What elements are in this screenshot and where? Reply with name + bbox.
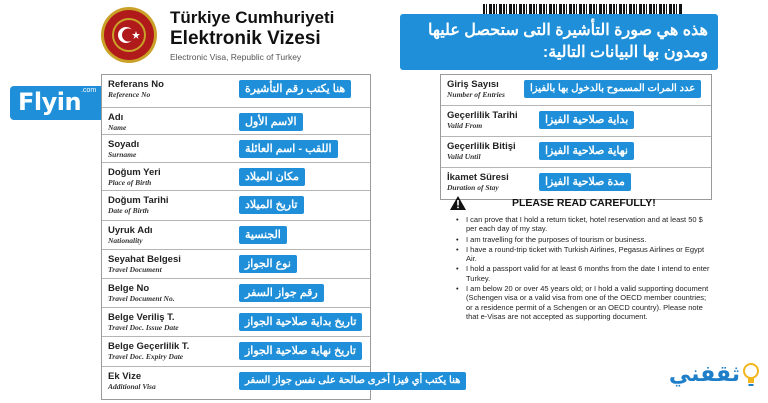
- visa-fields-right-panel: [440, 74, 712, 200]
- field-label: Uyruk Adı: [108, 225, 153, 236]
- field-annotation: هنا يكتب أي فيزا أخرى صالحة على نفس جواز السفر: [239, 372, 466, 390]
- field-sublabel: Travel Document: [108, 265, 162, 274]
- field-sublabel: Name: [108, 123, 127, 132]
- field-row-name: [102, 108, 370, 135]
- field-annotation: مدة صلاحية الفيزا: [539, 173, 631, 191]
- field-row-additional-visa: [102, 367, 461, 400]
- field-label: İkamet Süresi: [447, 172, 509, 183]
- field-label: Adı: [108, 112, 124, 123]
- list-item: • I am below 20 or over 45 years old; or I hold a valid supporting document (Schengen visa or a valid visa from one of the OECD member countries; or a residence permit of a Schengen or an OECD country). Please note that e-Visas are not accepted as supporting document.: [456, 284, 712, 321]
- list-item: • I am travelling for the purposes of tourism or business.: [456, 235, 712, 244]
- field-row-surname: [102, 135, 370, 163]
- field-annotation: رقم جواز السفر: [239, 284, 324, 302]
- field-label: Referans No: [108, 79, 164, 90]
- field-sublabel: Travel Doc. Expiry Date: [108, 352, 184, 361]
- warning-icon: [450, 196, 466, 210]
- field-sublabel: Duration of Stay: [447, 183, 499, 192]
- field-sublabel: Valid From: [447, 121, 483, 130]
- intro-callout: [400, 14, 718, 70]
- callout-line-1: هذه هي صورة التأشيرة التى ستحصل عليها: [427, 22, 708, 39]
- field-annotation: تاريخ بداية صلاحية الجواز: [239, 313, 362, 331]
- field-label: Belge No: [108, 283, 150, 294]
- field-row-nationality: [102, 221, 370, 250]
- field-label: Doğum Yeri: [108, 167, 161, 178]
- field-row-duration-of-stay: [441, 168, 711, 200]
- field-annotation: عدد المرات المسموح بالدخول بها بالفيزا: [524, 80, 701, 98]
- field-row-place-of-birth: [102, 163, 370, 191]
- callout-line-2: ومدون بها البيانات التالية:: [542, 44, 708, 61]
- field-annotation: الجنسية: [239, 226, 287, 244]
- field-annotation: نوع الجواز: [239, 255, 297, 273]
- field-sublabel: Place of Birth: [108, 178, 152, 187]
- list-item: • I have a round-trip ticket with Turkish Airlines, Pegasus Airlines or Egypt Air.: [456, 245, 712, 264]
- field-sublabel: Additional Visa: [108, 382, 156, 391]
- warning-title: PLEASE READ CAREFULLY!: [512, 197, 656, 209]
- lightbulb-icon: [742, 362, 760, 390]
- field-sublabel: Travel Doc. Issue Date: [108, 323, 179, 332]
- visa-fields-left-panel: [101, 74, 461, 400]
- field-row-valid-from: [441, 106, 711, 137]
- title-line-1: Türkiye Cumhuriyeti: [170, 8, 335, 27]
- field-row-travel-document: [102, 250, 370, 279]
- requirements-list: [456, 215, 712, 322]
- list-item: • I can prove that I hold a return ticket, hotel reservation and at least 50 $ per each day of my stay.: [456, 215, 712, 234]
- field-sublabel: Date of Birth: [108, 206, 149, 215]
- field-annotation: الاسم الأول: [239, 113, 303, 131]
- field-annotation: تاريخ الميلاد: [239, 196, 304, 214]
- turkey-seal-icon: [100, 6, 158, 64]
- field-annotation: اللقب - اسم العائلة: [239, 140, 338, 158]
- field-sublabel: Surname: [108, 150, 137, 159]
- field-row-date-of-birth: [102, 191, 370, 221]
- field-sublabel: Valid Until: [447, 152, 481, 161]
- field-label: Seyahat Belgesi: [108, 254, 181, 265]
- watermark-logo: [634, 360, 764, 398]
- list-item: • I hold a passport valid for at least 6 months from the date I intend to enter Turkey.: [456, 264, 712, 283]
- brand-name: Flyin: [18, 88, 82, 116]
- barcode: [483, 4, 683, 14]
- field-annotation: مكان الميلاد: [239, 168, 305, 186]
- flyin-logo: [10, 86, 104, 120]
- field-row-valid-until: [441, 137, 711, 168]
- field-label: Belge Geçerlilik T.: [108, 341, 190, 352]
- field-label: Geçerlilik Tarihi: [447, 110, 518, 121]
- field-annotation: تاريخ نهاية صلاحية الجواز: [239, 342, 362, 360]
- field-row-issue-date: [102, 308, 370, 337]
- field-annotation: بداية صلاحية الفيزا: [539, 111, 634, 129]
- field-row-expiry-date: [102, 337, 370, 367]
- field-row-reference-no: [102, 75, 370, 108]
- page-title: [170, 8, 334, 50]
- watermark-text: ثقفني: [668, 362, 740, 387]
- field-sublabel: Travel Document No.: [108, 294, 175, 303]
- field-sublabel: Reference No: [108, 90, 151, 99]
- field-label: Geçerlilik Bitişi: [447, 141, 516, 152]
- field-annotation: هنا يكتب رقم التأشيرة: [239, 80, 351, 98]
- field-row-number-of-entries: [441, 75, 711, 106]
- field-label: Belge Veriliş T.: [108, 312, 175, 323]
- field-sublabel: Number of Entries: [447, 90, 505, 99]
- field-row-travel-document-no: [102, 279, 370, 308]
- page-subtitle: Electronic Visa, Republic of Turkey: [170, 52, 302, 62]
- field-label: Doğum Tarihi: [108, 195, 169, 206]
- field-label: Giriş Sayısı: [447, 79, 499, 90]
- field-sublabel: Nationality: [108, 236, 143, 245]
- brand-tld: .com: [81, 87, 97, 94]
- field-annotation: نهاية صلاحية الفيزا: [539, 142, 634, 160]
- field-label: Ek Vize: [108, 371, 142, 382]
- field-label: Soyadı: [108, 139, 140, 150]
- title-line-2: Elektronik Vizesi: [170, 28, 321, 49]
